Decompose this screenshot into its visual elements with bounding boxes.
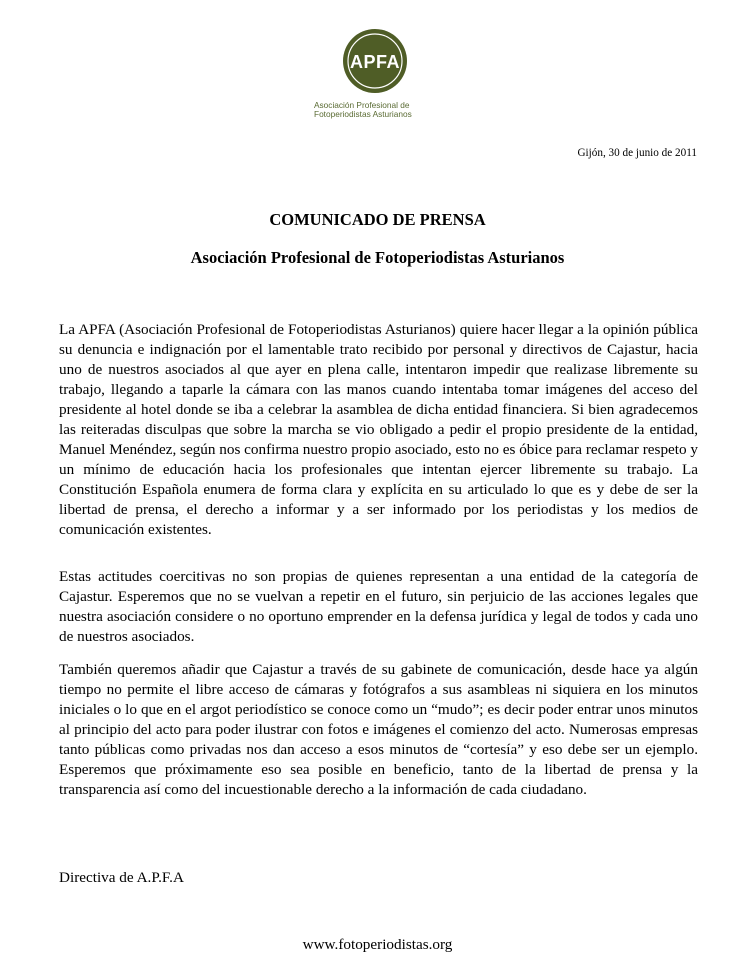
logo-mark-text: APFA <box>349 52 401 72</box>
website-link[interactable]: www.fotoperiodistas.org <box>302 936 453 953</box>
press-release-subtitle: Asociación Profesional de Fotoperiodistas Asturianos <box>190 248 565 267</box>
body-paragraph-1: La APFA (Asociación Profesional de Fotoperiodistas Asturianos) quiere hacer llegar a la opinión pública su denuncia e indignación por el lamentable trato recibido por personal y directivos de Cajastur, hacia uno de nuestros asociados al que ayer en plena calle, intentaron impedir que realizase libremente su trabajo, llegando a taparle la cámara con las manos cuando intentaba tomar imágenes del acceso del presidente al hotel donde se iba a celebrar la asamblea de dicha entidad financiera. Si bien agradecemos las reiteradas disculpas que sobre la marcha se vio obligado a pedir el propio presidente de la entidad, Manuel Menéndez, según nos confirma nuestro propio asociado, esto no es óbice para reclamar respeto y un mínimo de educación hacia los profesionales que intentan ejercer libremente su trabajo. La Constitución Española enumera de forma clara y explícita en su articulado lo que es y debe de ser la libertad de prensa, el derecho a informar y a ser informado por los periodistas y los medios de comunicación existentes. <box>59 321 698 538</box>
logo-caption-line1: Asociación Profesional de <box>314 100 410 110</box>
apfa-logo-mark <box>342 28 408 94</box>
body-paragraph-3: También queremos añadir que Cajastur a través de su gabinete de comunicación, desde hace ya algún tiempo no permite el libre acceso de cámaras y fotógrafos a sus asambleas ni siquiera en los minutos iniciales o lo que en el argot periodístico se conoce como un “mudo”; es decir poder entrar unos minutos al principio del acto para poder ilustrar con fotos e imágenes el comienzo del acto. Numerosas empresas tanto públicas como privadas nos dan acceso a esos minutos de “cortesía” y eso debe ser un ejemplo. Esperemos que próximamente eso sea posible en beneficio, tanto de la libertad de prensa y la transparencia así como del incuestionable derecho a la información de cada ciudadano. <box>59 661 698 798</box>
body-paragraph-2: Estas actitudes coercitivas no son propias de quienes representan a una entidad de la categoría de Cajastur. Esperemos que no se vuelvan a repetir en el futuro, sin perjuicio de las acciones legales que nuestra asociación considere o no oportuno emprender en la defensa jurídica y legal de todos y cada uno de nuestros asociados. <box>59 568 698 645</box>
signature: Directiva de A.P.F.A <box>59 869 184 886</box>
organization-logo <box>300 22 450 132</box>
press-release-title: COMUNICADO DE PRENSA <box>269 210 486 229</box>
logo-caption <box>314 101 454 119</box>
press-release-date: Gijón, 30 de junio de 2011 <box>577 147 697 159</box>
logo-caption-line2: Fotoperiodistas Asturianos <box>314 109 412 119</box>
